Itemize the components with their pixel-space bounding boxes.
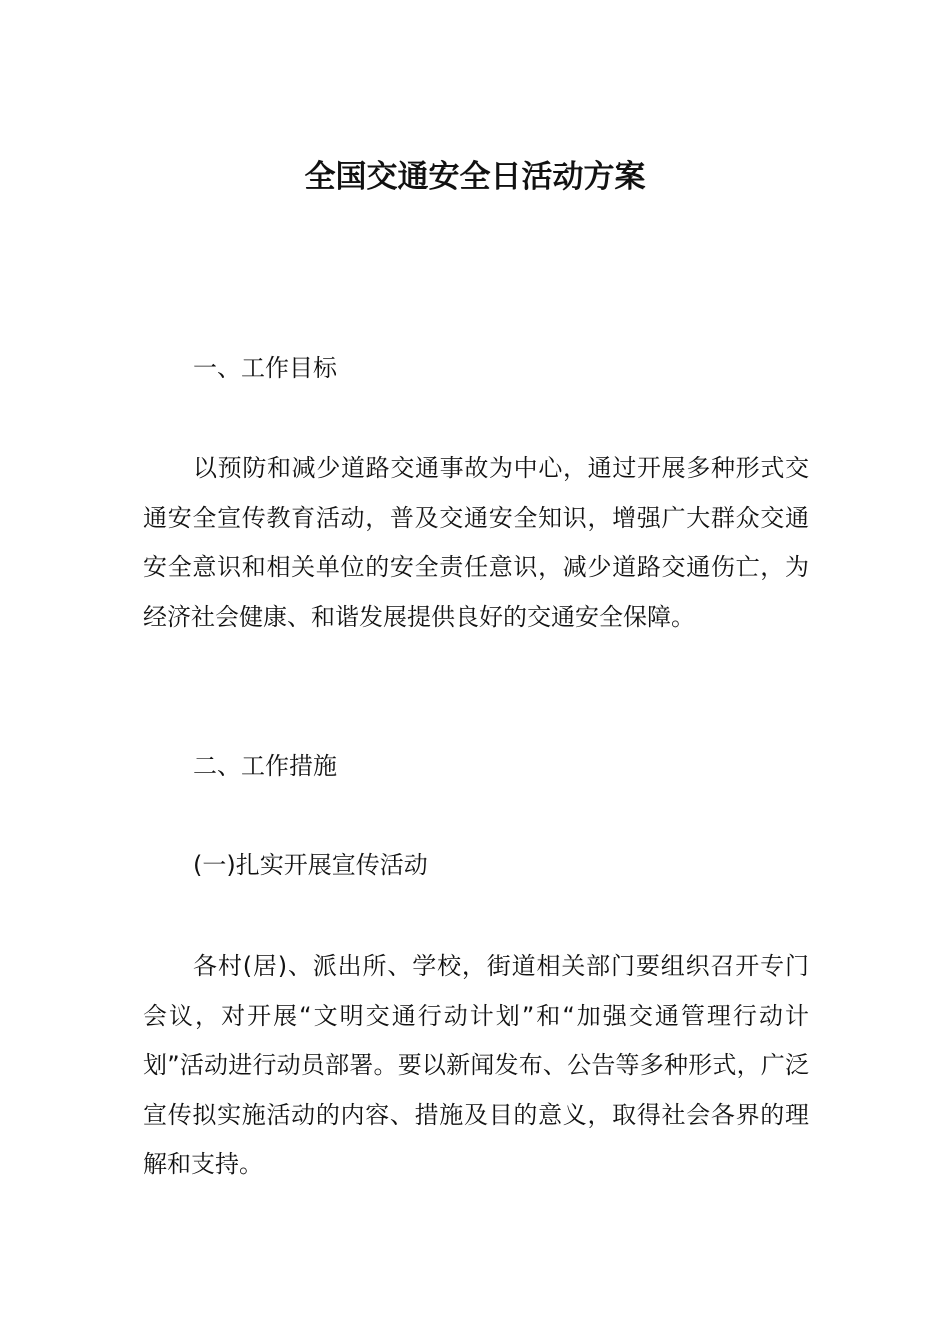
paragraph-publicity: 各村(居)、派出所、学校，街道相关部门要组织召开专门会议，对开展“文明交通行动计划”和“加强交通管理行动计划”活动进行动员部署。要以新闻发布、公告等多种形式，广泛宣传拟实施活动的内容、措施及目的意义，取得社会各界的理解和支持。 <box>143 952 809 1179</box>
subsection-heading-publicity: (一)扎实开展宣传活动 <box>193 851 428 879</box>
section-heading-work-measures: 二、工作措施 <box>193 752 337 780</box>
section-heading-work-goals: 一、工作目标 <box>193 354 337 382</box>
document-title: 全国交通安全日活动方案 <box>304 159 646 195</box>
paragraph-work-goals: 以预防和减少道路交通事故为中心，通过开展多种形式交通安全宣传教育活动，普及交通安全知识，增强广大群众交通安全意识和相关单位的安全责任意识，减少道路交通伤亡，为经济社会健康、和谐发展提供良好的交通安全保障。 <box>143 454 809 631</box>
